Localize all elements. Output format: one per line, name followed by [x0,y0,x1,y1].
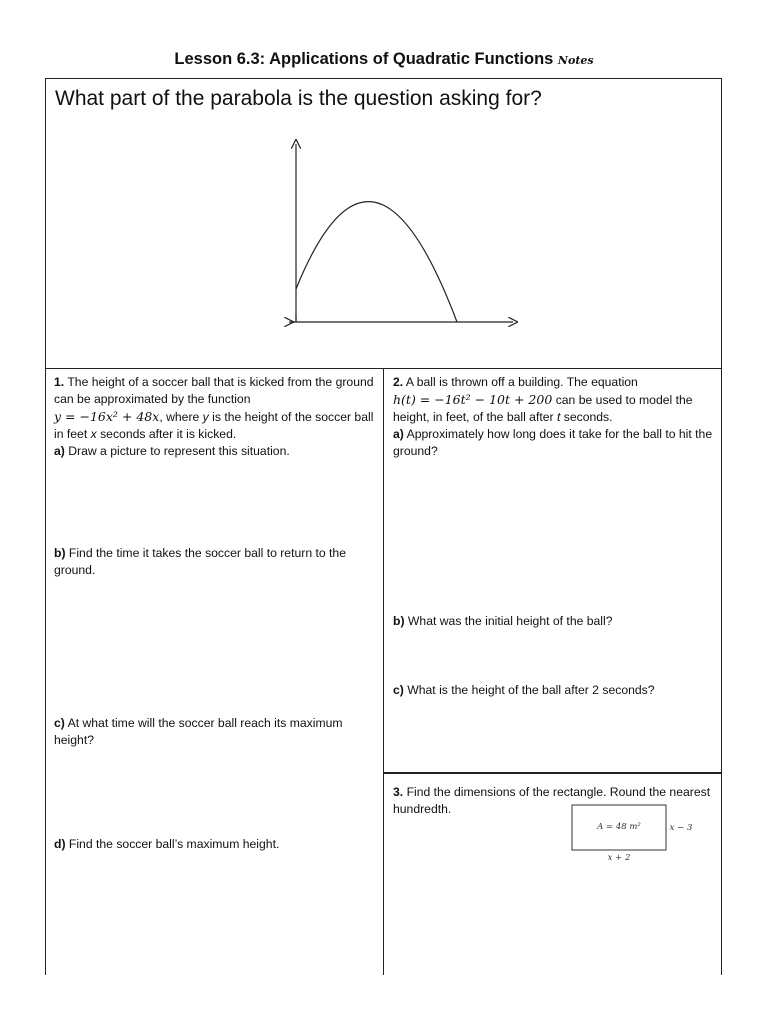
area-label: A = 48 m² [597,822,641,832]
problem-1-number: 1. [54,375,65,389]
parabola-question: What part of the parabola is the question asking for? [55,87,542,110]
side-label: x − 3 [669,823,693,833]
problem-3-text: 3. Find the dimensions of the rectangle. Round the nearest hundredth. [393,785,711,816]
problem-3-number: 3. [393,785,404,799]
problem-1a: Draw a picture to represent this situation. [68,444,290,458]
parabola-question-box [45,78,722,369]
problem-2a: Approximately how long does it take for the ball to hit the ground? [393,427,713,458]
problem-1-intro: 1. The height of a soccer ball that is kicked from the ground can be approximated by the function y = −16x² + 48x, where y is the height of the soccer ball in feet x seconds after it is kicked. a) Draw a picture to represent this situation. [54,375,374,458]
parabola-figure [281,139,521,339]
page-title [0,50,768,69]
lesson-title: Lesson 6.3: Applications of Quadratic Functions [174,50,554,68]
bottom-label: x + 2 [607,853,631,863]
problem-1-equation: y = −16x² + 48x [54,409,160,424]
problem-1-text-a: The height of a soccer ball that is kicked from the ground can be approximated by the function [54,375,374,406]
problem-2c: c) What is the height of the ball after 2 seconds? [393,683,655,697]
problem-2-equation: h(t) = −16t² − 10t + 200 [393,392,553,407]
problem-1d: d) Find the soccer ball’s maximum height. [54,837,280,851]
problem-2b: b) What was the initial height of the ball? [393,614,613,628]
rectangle-figure [569,804,704,866]
problem-1c: c) At what time will the soccer ball reach its maximum height? [54,716,343,747]
problem-2-number: 2. [393,375,404,389]
notes-label: Notes [557,54,594,67]
parabola-curve [296,202,457,322]
problem-1b: b) Find the time it takes the soccer ball to return to the ground. [54,546,346,577]
problem-2-intro: 2. A ball is thrown off a building. The equation h(t) = −16t² − 10t + 200 can be used to model the height, in feet, of the ball after t seconds. a) Approximately how long does it take for the ball to hit the ground? [393,375,713,458]
